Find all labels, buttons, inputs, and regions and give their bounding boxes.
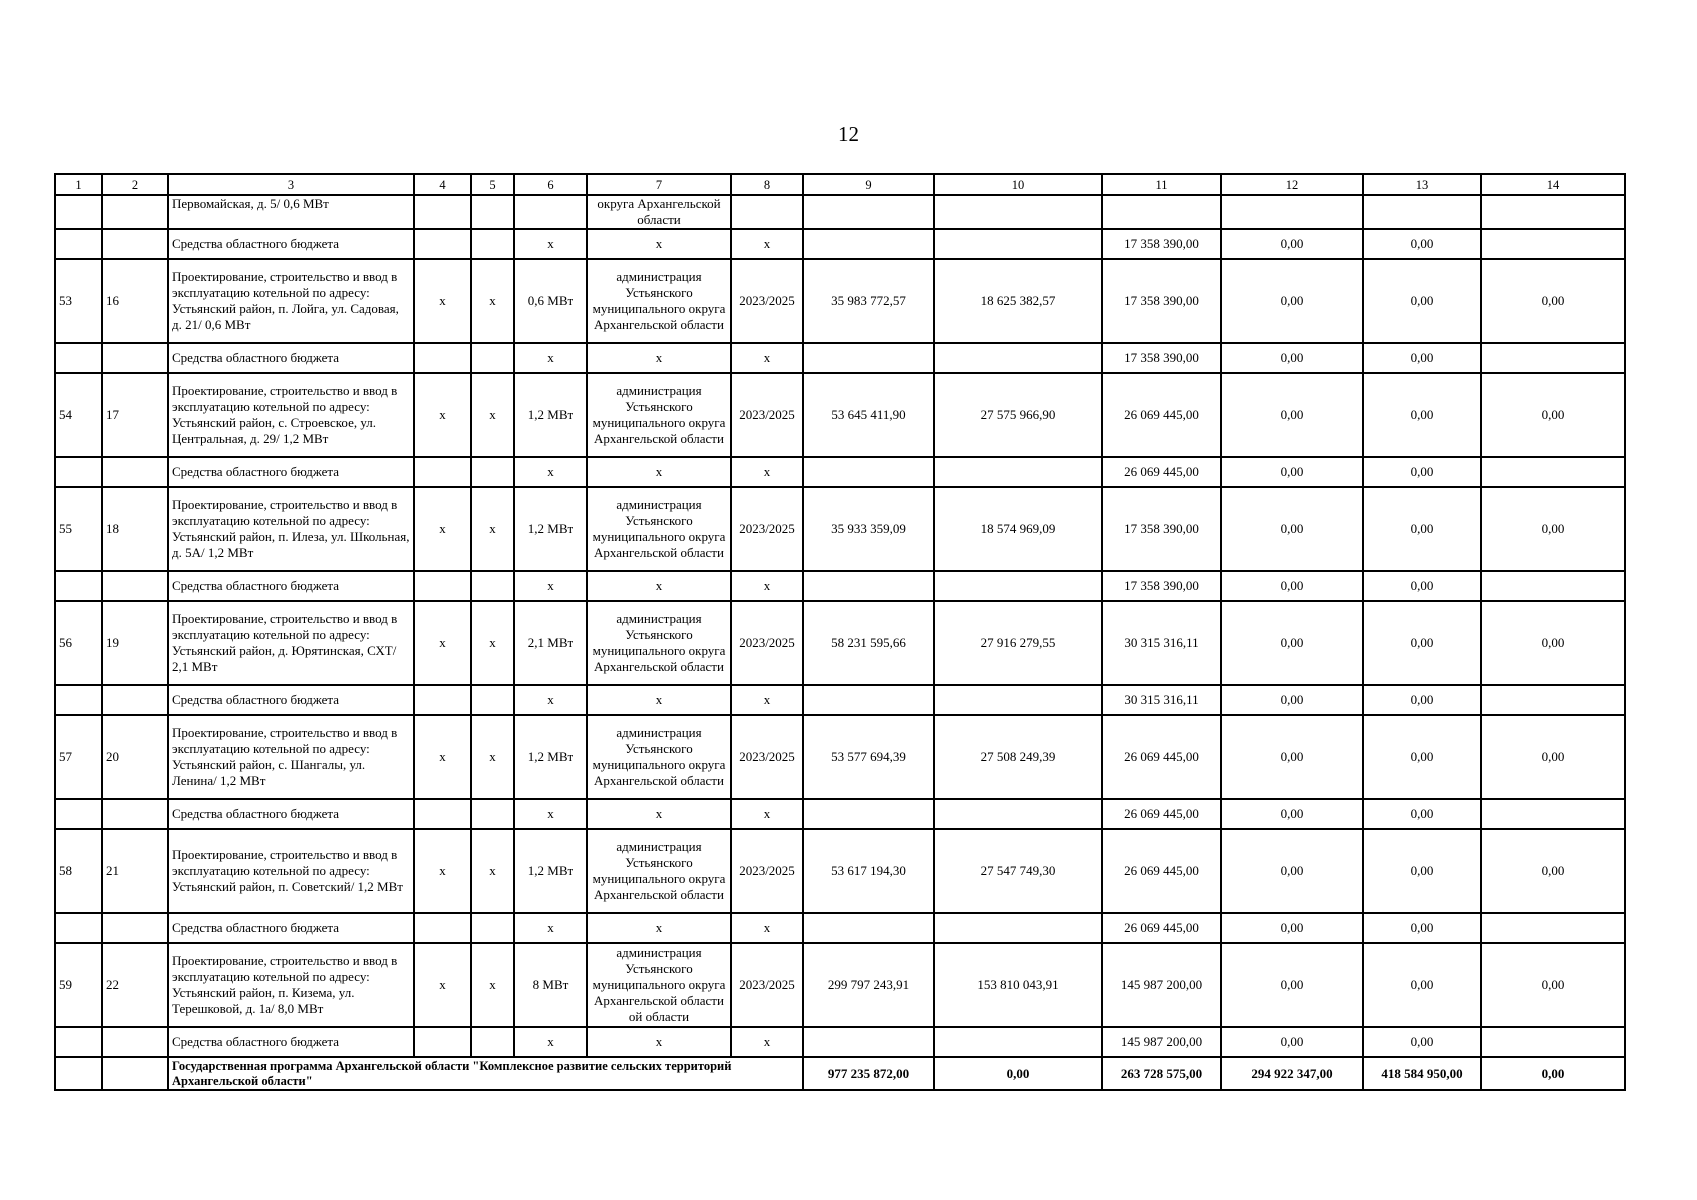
cell-description: Средства областного бюджета <box>168 229 414 259</box>
cell-description: Проектирование, строительство и ввод в эксплуатацию котельной по адресу: Устьянский район, п. Илеза, ул. Школьная, д. 5А/ 1,2 МВт <box>168 487 414 571</box>
cell-col10: 27 575 966,90 <box>934 373 1102 457</box>
cell-col9: 299 797 243,91 <box>803 943 934 1027</box>
cell-col13: 0,00 <box>1363 715 1481 799</box>
regional-budget-row <box>55 913 1625 943</box>
cell-col13: 0,00 <box>1363 685 1481 715</box>
cell-row-number <box>55 799 102 829</box>
cell-capacity: х <box>514 229 587 259</box>
cell-col9: 58 231 595,66 <box>803 601 934 685</box>
cell-col4 <box>414 913 471 943</box>
cell-col13: 0,00 <box>1363 373 1481 457</box>
cell-col13: 0,00 <box>1363 343 1481 373</box>
table-body <box>55 174 1625 259</box>
project-row <box>55 943 1625 1027</box>
project-row <box>55 487 1625 571</box>
header-cell: 10 <box>934 174 1102 195</box>
cell-col14 <box>1481 195 1625 229</box>
cell-col14 <box>1481 571 1625 601</box>
cell-capacity: 8 МВт <box>514 943 587 1027</box>
cell-col14: 0,00 <box>1481 715 1625 799</box>
regional-budget-row <box>55 799 1625 829</box>
program-title: Государственная программа Архангельской области "Комплексное развитие сельских территорий Архангельской области" <box>168 1057 803 1090</box>
cell-col12: 0,00 <box>1221 601 1363 685</box>
cell-row-number <box>55 913 102 943</box>
cell-col12: 0,00 <box>1221 715 1363 799</box>
cell-col4: х <box>414 487 471 571</box>
cell-col5 <box>471 913 514 943</box>
cell-col14 <box>1481 1027 1625 1057</box>
cell-period: х <box>731 1027 803 1057</box>
cell-col5: х <box>471 829 514 913</box>
cell-capacity: 1,2 МВт <box>514 715 587 799</box>
cell-sub-number <box>102 229 168 259</box>
cell-col4: х <box>414 943 471 1027</box>
cell-capacity: 1,2 МВт <box>514 373 587 457</box>
cell-organization: округа Архангельской области <box>587 195 731 229</box>
cell-row-number <box>55 1027 102 1057</box>
cell-col13: 0,00 <box>1363 487 1481 571</box>
cell-col13: 0,00 <box>1363 829 1481 913</box>
cell-capacity: х <box>514 913 587 943</box>
cell-col12: 0,00 <box>1221 229 1363 259</box>
cell-col11: 17 358 390,00 <box>1102 259 1221 343</box>
cell-period: 2023/2025 <box>731 829 803 913</box>
cell-row-number <box>55 571 102 601</box>
cell-col14: 0,00 <box>1481 373 1625 457</box>
cell-col10: 153 810 043,91 <box>934 943 1102 1027</box>
cell-organization: администрация Устьянского муниципального округа Архангельской области <box>587 373 731 457</box>
cell-period: 2023/2025 <box>731 259 803 343</box>
cell-organization: х <box>587 571 731 601</box>
cell-period: х <box>731 571 803 601</box>
cell-capacity: х <box>514 685 587 715</box>
cell-col11: 17 358 390,00 <box>1102 571 1221 601</box>
total-col13: 418 584 950,00 <box>1363 1057 1481 1090</box>
cell-sub-number <box>102 799 168 829</box>
cell-col5 <box>471 571 514 601</box>
cell-row-number <box>55 195 102 229</box>
cell-description: Проектирование, строительство и ввод в эксплуатацию котельной по адресу: Устьянский район, п. Кизема, ул. Терешковой, д. 1а/ 8,0 МВт <box>168 943 414 1027</box>
cell-col11: 26 069 445,00 <box>1102 715 1221 799</box>
cell-col13: 0,00 <box>1363 943 1481 1027</box>
cell-col5: х <box>471 601 514 685</box>
project-row <box>55 601 1625 685</box>
cell-capacity: х <box>514 1027 587 1057</box>
cell-col11: 26 069 445,00 <box>1102 457 1221 487</box>
cell-period: 2023/2025 <box>731 487 803 571</box>
cell-row-number <box>55 457 102 487</box>
header-cell: 12 <box>1221 174 1363 195</box>
cell-col11: 145 987 200,00 <box>1102 1027 1221 1057</box>
cell-sub-number: 17 <box>102 373 168 457</box>
cell-col9 <box>803 685 934 715</box>
cell-col4 <box>414 229 471 259</box>
cell-col5: х <box>471 715 514 799</box>
cell-sub-number <box>102 685 168 715</box>
cell-col12: 0,00 <box>1221 943 1363 1027</box>
cell-col14 <box>1481 229 1625 259</box>
cell-col10 <box>934 343 1102 373</box>
cell-row-number: 56 <box>55 601 102 685</box>
cell-col5 <box>471 799 514 829</box>
header-cell: 5 <box>471 174 514 195</box>
cell-capacity: 2,1 МВт <box>514 601 587 685</box>
cell-col13: 0,00 <box>1363 1027 1481 1057</box>
cell-col13: 0,00 <box>1363 799 1481 829</box>
cell-sub-number <box>102 195 168 229</box>
cell-col10: 27 547 749,30 <box>934 829 1102 913</box>
cell-col12 <box>1221 195 1363 229</box>
cell-col14: 0,00 <box>1481 601 1625 685</box>
cell-col9 <box>803 229 934 259</box>
cell-col9: 53 617 194,30 <box>803 829 934 913</box>
cell-col9 <box>803 343 934 373</box>
cell-organization: администрация Устьянского муниципального округа Архангельской области ой области <box>587 943 731 1027</box>
cell-col4: х <box>414 715 471 799</box>
cell-col4: х <box>414 259 471 343</box>
cell-col10 <box>934 195 1102 229</box>
cell-organization: администрация Устьянского муниципального округа Архангельской области <box>587 715 731 799</box>
cell-col4: х <box>414 601 471 685</box>
cell-capacity: х <box>514 457 587 487</box>
cell-organization: х <box>587 343 731 373</box>
cell-col9 <box>803 1027 934 1057</box>
cell-row-number <box>55 343 102 373</box>
cell-sub-number <box>102 571 168 601</box>
cell-sub-number: 21 <box>102 829 168 913</box>
header-cell: 2 <box>102 174 168 195</box>
cell-sub-number <box>102 457 168 487</box>
cell-capacity: 1,2 МВт <box>514 829 587 913</box>
project-row <box>55 373 1625 457</box>
cell-description: Средства областного бюджета <box>168 799 414 829</box>
cell-col9: 53 577 694,39 <box>803 715 934 799</box>
cell-organization: х <box>587 913 731 943</box>
cell-capacity: х <box>514 343 587 373</box>
total-col12: 294 922 347,00 <box>1221 1057 1363 1090</box>
header-row <box>55 174 1625 195</box>
cell-description: Средства областного бюджета <box>168 457 414 487</box>
cell-sub-number: 18 <box>102 487 168 571</box>
cell-col12: 0,00 <box>1221 685 1363 715</box>
cell-organization: администрация Устьянского муниципального округа Архангельской области <box>587 829 731 913</box>
regional-budget-row <box>55 343 1625 373</box>
regional-budget-row <box>55 571 1625 601</box>
cell-sub-number <box>102 1027 168 1057</box>
cell-period: х <box>731 799 803 829</box>
cell-col14 <box>1481 799 1625 829</box>
cell-description: Первомайская, д. 5/ 0,6 МВт <box>168 195 414 229</box>
cell-col5: х <box>471 259 514 343</box>
cell-col12: 0,00 <box>1221 259 1363 343</box>
cell-col13: 0,00 <box>1363 601 1481 685</box>
header-cell: 9 <box>803 174 934 195</box>
cell-col11: 30 315 316,11 <box>1102 601 1221 685</box>
continuation-row <box>55 195 1625 229</box>
cell-col9: 53 645 411,90 <box>803 373 934 457</box>
cell-col9: 35 933 359,09 <box>803 487 934 571</box>
cell-col10 <box>934 229 1102 259</box>
total-col11: 263 728 575,00 <box>1102 1057 1221 1090</box>
project-row <box>55 259 1625 343</box>
cell-col4 <box>414 1027 471 1057</box>
cell-sub-number: 22 <box>102 943 168 1027</box>
cell-col14: 0,00 <box>1481 829 1625 913</box>
cell-col10 <box>934 685 1102 715</box>
cell-col10: 18 625 382,57 <box>934 259 1102 343</box>
cell-capacity: х <box>514 799 587 829</box>
cell-col10 <box>934 571 1102 601</box>
cell-period: 2023/2025 <box>731 601 803 685</box>
cell-col11: 17 358 390,00 <box>1102 343 1221 373</box>
header-cell: 7 <box>587 174 731 195</box>
total-col10: 0,00 <box>934 1057 1102 1090</box>
cell-col10: 27 916 279,55 <box>934 601 1102 685</box>
regional-budget-row <box>55 457 1625 487</box>
cell-col12: 0,00 <box>1221 373 1363 457</box>
budget-table <box>54 173 1626 1091</box>
cell-organization: администрация Устьянского муниципального округа Архангельской области <box>587 601 731 685</box>
cell-col11: 26 069 445,00 <box>1102 799 1221 829</box>
cell-sub-number <box>102 913 168 943</box>
program-total-row <box>55 1057 1625 1090</box>
cell-col10 <box>934 799 1102 829</box>
cell-col5 <box>471 229 514 259</box>
cell-col11: 145 987 200,00 <box>1102 943 1221 1027</box>
cell-row-number: 53 <box>55 259 102 343</box>
cell-col11 <box>1102 195 1221 229</box>
cell-period: х <box>731 913 803 943</box>
cell-sub-number: 20 <box>102 715 168 799</box>
cell-col4 <box>414 195 471 229</box>
cell-col14: 0,00 <box>1481 943 1625 1027</box>
cell-col5: х <box>471 943 514 1027</box>
cell-col13: 0,00 <box>1363 913 1481 943</box>
cell-col11: 17 358 390,00 <box>1102 487 1221 571</box>
cell-col4 <box>414 343 471 373</box>
cell-col13: 0,00 <box>1363 457 1481 487</box>
cell-col9: 35 983 772,57 <box>803 259 934 343</box>
cell-col14 <box>1481 457 1625 487</box>
cell-period: х <box>731 685 803 715</box>
cell-row-number <box>55 685 102 715</box>
cell-col4: х <box>414 373 471 457</box>
cell-col13: 0,00 <box>1363 259 1481 343</box>
cell-description: Проектирование, строительство и ввод в эксплуатацию котельной по адресу: Устьянский район, с. Строевское, ул. Центральная, д. 29/ 1,2 МВт <box>168 373 414 457</box>
header-cell: 6 <box>514 174 587 195</box>
cell-col5 <box>471 343 514 373</box>
page-number: 12 <box>838 122 859 146</box>
cell-col12: 0,00 <box>1221 487 1363 571</box>
project-row <box>55 829 1625 913</box>
cell-description: Средства областного бюджета <box>168 913 414 943</box>
cell-description: Средства областного бюджета <box>168 343 414 373</box>
cell-row-number <box>55 229 102 259</box>
cell-col11: 26 069 445,00 <box>1102 829 1221 913</box>
cell-col9 <box>803 195 934 229</box>
cell-sub-number: 16 <box>102 259 168 343</box>
cell-period: 2023/2025 <box>731 373 803 457</box>
cell-capacity: х <box>514 571 587 601</box>
cell-organization: администрация Устьянского муниципального округа Архангельской области <box>587 487 731 571</box>
cell-col4 <box>414 799 471 829</box>
cell-col11: 30 315 316,11 <box>1102 685 1221 715</box>
cell-row-number: 57 <box>55 715 102 799</box>
cell-period: х <box>731 457 803 487</box>
cell-sub-number: 19 <box>102 601 168 685</box>
total-body <box>55 1057 1625 1090</box>
cell-row-number <box>55 1057 102 1090</box>
header-cell: 3 <box>168 174 414 195</box>
cell-row-number: 59 <box>55 943 102 1027</box>
project-rows <box>55 259 1625 1057</box>
cell-organization: х <box>587 799 731 829</box>
regional-budget-row <box>55 229 1625 259</box>
cell-col11: 17 358 390,00 <box>1102 229 1221 259</box>
cell-col5 <box>471 1027 514 1057</box>
cell-description: Средства областного бюджета <box>168 685 414 715</box>
header-cell: 1 <box>55 174 102 195</box>
cell-col12: 0,00 <box>1221 457 1363 487</box>
cell-period: 2023/2025 <box>731 943 803 1027</box>
cell-col10 <box>934 1027 1102 1057</box>
cell-row-number: 55 <box>55 487 102 571</box>
cell-period: х <box>731 343 803 373</box>
cell-description: Проектирование, строительство и ввод в эксплуатацию котельной по адресу: Устьянский район, д. Юрятинская, СХТ/ 2,1 МВт <box>168 601 414 685</box>
cell-description: Средства областного бюджета <box>168 1027 414 1057</box>
cell-col11: 26 069 445,00 <box>1102 913 1221 943</box>
cell-description: Средства областного бюджета <box>168 571 414 601</box>
cell-col12: 0,00 <box>1221 343 1363 373</box>
cell-col14: 0,00 <box>1481 259 1625 343</box>
cell-col4 <box>414 571 471 601</box>
cell-sub-number <box>102 1057 168 1090</box>
cell-period: х <box>731 229 803 259</box>
cell-col14 <box>1481 685 1625 715</box>
cell-col13: 0,00 <box>1363 229 1481 259</box>
total-col9: 977 235 872,00 <box>803 1057 934 1090</box>
cell-capacity <box>514 195 587 229</box>
cell-col5 <box>471 457 514 487</box>
cell-col9 <box>803 799 934 829</box>
cell-period: 2023/2025 <box>731 715 803 799</box>
cell-sub-number <box>102 343 168 373</box>
cell-col11: 26 069 445,00 <box>1102 373 1221 457</box>
cell-organization: администрация Устьянского муниципального округа Архангельской области <box>587 259 731 343</box>
cell-description: Проектирование, строительство и ввод в эксплуатацию котельной по адресу: Устьянский район, п. Лойга, ул. Садовая, д. 21/ 0,6 МВт <box>168 259 414 343</box>
cell-row-number: 58 <box>55 829 102 913</box>
cell-col10: 18 574 969,09 <box>934 487 1102 571</box>
cell-col14 <box>1481 343 1625 373</box>
cell-col5 <box>471 195 514 229</box>
regional-budget-row <box>55 1027 1625 1057</box>
cell-col14: 0,00 <box>1481 487 1625 571</box>
cell-description: Проектирование, строительство и ввод в эксплуатацию котельной по адресу: Устьянский район, п. Советский/ 1,2 МВт <box>168 829 414 913</box>
cell-col10 <box>934 457 1102 487</box>
cell-col12: 0,00 <box>1221 829 1363 913</box>
cell-col13: 0,00 <box>1363 571 1481 601</box>
header-cell: 8 <box>731 174 803 195</box>
header-cell: 11 <box>1102 174 1221 195</box>
cell-col5: х <box>471 487 514 571</box>
header-cell: 13 <box>1363 174 1481 195</box>
cell-description: Проектирование, строительство и ввод в эксплуатацию котельной по адресу: Устьянский район, с. Шангалы, ул. Ленина/ 1,2 МВт <box>168 715 414 799</box>
cell-col12: 0,00 <box>1221 799 1363 829</box>
cell-col5 <box>471 685 514 715</box>
cell-col4 <box>414 685 471 715</box>
cell-period <box>731 195 803 229</box>
cell-col12: 0,00 <box>1221 1027 1363 1057</box>
cell-col4: х <box>414 829 471 913</box>
cell-col4 <box>414 457 471 487</box>
header-cell: 14 <box>1481 174 1625 195</box>
cell-col10: 27 508 249,39 <box>934 715 1102 799</box>
cell-col14 <box>1481 913 1625 943</box>
cell-capacity: 1,2 МВт <box>514 487 587 571</box>
regional-budget-row <box>55 685 1625 715</box>
cell-col9 <box>803 571 934 601</box>
cell-capacity: 0,6 МВт <box>514 259 587 343</box>
cell-row-number: 54 <box>55 373 102 457</box>
cell-organization: х <box>587 457 731 487</box>
cell-col5: х <box>471 373 514 457</box>
cell-col9 <box>803 913 934 943</box>
cell-col12: 0,00 <box>1221 913 1363 943</box>
cell-organization: х <box>587 1027 731 1057</box>
header-cell: 4 <box>414 174 471 195</box>
project-row <box>55 715 1625 799</box>
cell-organization: х <box>587 229 731 259</box>
cell-col13 <box>1363 195 1481 229</box>
cell-col9 <box>803 457 934 487</box>
cell-organization: х <box>587 685 731 715</box>
total-col14: 0,00 <box>1481 1057 1625 1090</box>
cell-col12: 0,00 <box>1221 571 1363 601</box>
cell-col10 <box>934 913 1102 943</box>
